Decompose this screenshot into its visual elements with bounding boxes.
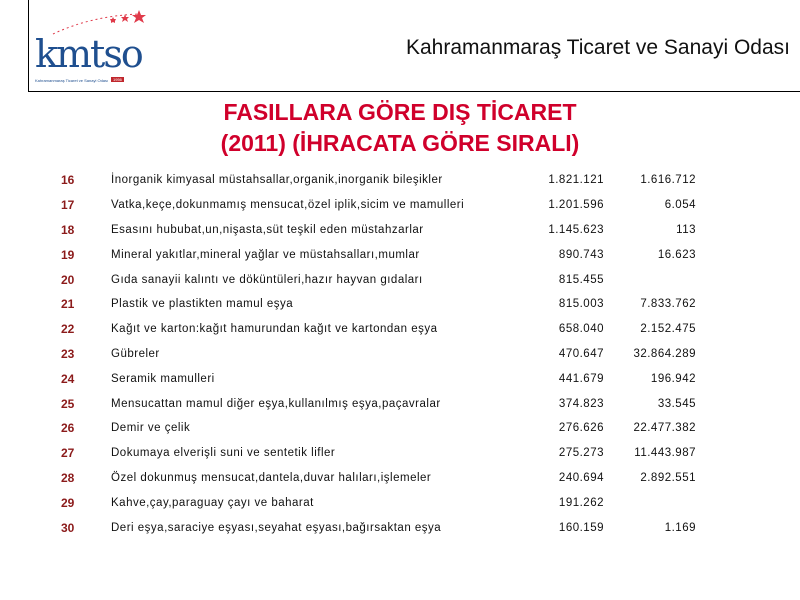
- code-cell: 27: [61, 446, 75, 461]
- export-cell: 441.679: [558, 372, 604, 385]
- page-title: [0, 97, 800, 159]
- slide-header: [28, 0, 800, 92]
- description-cell: Plastik ve plastikten mamul eşya: [111, 298, 294, 311]
- import-cell: 11.443.987: [634, 447, 696, 460]
- description-cell: Seramik mamulleri: [111, 372, 215, 385]
- export-cell: 1.821.121: [548, 174, 604, 187]
- description-cell: Esasını hububat,un,nişasta,süt teşkil eden müstahzarlar: [111, 223, 424, 236]
- code-cell: 30: [61, 520, 75, 535]
- export-cell: 191.262: [558, 496, 604, 509]
- logo-tag: 1956: [113, 77, 122, 82]
- export-cell: 815.455: [558, 273, 604, 286]
- export-cell: 275.273: [558, 447, 604, 460]
- import-cell: 196.942: [650, 372, 696, 385]
- table-row: [61, 317, 696, 342]
- table-row: [61, 292, 696, 317]
- code-cell: 16: [61, 173, 75, 188]
- organization-name: Kahramanmaraş Ticaret ve Sanayi Odası: [405, 36, 790, 59]
- export-cell: 470.647: [558, 347, 604, 360]
- description-cell: Vatka,keçe,dokunmamış mensucat,özel iplik,sicim ve mamulleri: [111, 199, 465, 212]
- export-cell: 240.694: [558, 471, 604, 484]
- table-row: [61, 242, 696, 267]
- export-cell: 276.626: [558, 422, 604, 435]
- import-cell: 16.623: [657, 248, 696, 261]
- description-cell: Mineral yakıtlar,mineral yağlar ve müstahsalları,mumlar: [111, 248, 420, 261]
- title-line-2: (2011) (İHRACATA GÖRE SIRALI): [220, 130, 580, 156]
- table-row: [61, 366, 696, 391]
- export-cell: 658.040: [558, 323, 604, 336]
- import-cell: 6.054: [664, 199, 696, 212]
- code-cell: 21: [61, 297, 75, 312]
- table-row: [61, 342, 696, 367]
- import-cell: 32.864.289: [633, 347, 696, 360]
- code-cell: 25: [61, 396, 75, 411]
- description-cell: Demir ve çelik: [111, 422, 191, 435]
- description-cell: Gıda sanayii kalıntı ve döküntüleri,hazır hayvan gıdaları: [111, 273, 423, 286]
- import-cell: 113: [676, 223, 696, 236]
- table-row: [61, 391, 696, 416]
- code-cell: 20: [61, 272, 75, 287]
- description-cell: Mensucattan mamul diğer eşya,kullanılmış eşya,paçavralar: [111, 397, 441, 410]
- code-cell: 24: [61, 371, 75, 386]
- export-cell: 374.823: [558, 397, 604, 410]
- import-cell: [604, 267, 696, 292]
- description-cell: Kağıt ve karton:kağıt hamurundan kağıt ve kartondan eşya: [111, 323, 438, 336]
- import-cell: 1.169: [664, 521, 696, 534]
- table-row: [61, 441, 696, 466]
- export-cell: 1.201.596: [548, 199, 604, 212]
- code-cell: 19: [61, 247, 75, 262]
- description-cell: Özel dokunmuş mensucat,dantela,duvar halıları,işlemeler: [111, 471, 432, 484]
- export-cell: 890.743: [558, 248, 604, 261]
- table-row: [61, 168, 696, 193]
- import-cell: 22.477.382: [633, 422, 696, 435]
- export-cell: 160.159: [558, 521, 604, 534]
- code-cell: 17: [61, 198, 75, 213]
- table-row: [61, 416, 696, 441]
- table-row: [61, 218, 696, 243]
- description-cell: Deri eşya,saraciye eşyası,seyahat eşyası,bağırsaktan eşya: [111, 521, 442, 534]
- import-cell: 1.616.712: [640, 174, 696, 187]
- trade-table: [61, 168, 696, 540]
- export-cell: 815.003: [558, 298, 604, 311]
- kmtso-logo: [31, 10, 142, 83]
- import-cell: 2.152.475: [640, 323, 696, 336]
- table-row: [61, 267, 696, 292]
- import-cell: 2.892.551: [640, 471, 696, 484]
- code-cell: 23: [61, 346, 75, 361]
- logo-wordmark: kmtso: [35, 32, 142, 76]
- code-cell: 29: [61, 495, 75, 510]
- import-cell: 7.833.762: [640, 298, 696, 311]
- description-cell: Dokumaya elverişli suni ve sentetik lifler: [111, 447, 336, 460]
- title-line-1: FASILLARA GÖRE DIŞ TİCARET: [223, 99, 577, 125]
- description-cell: İnorganik kimyasal müstahsallar,organik,inorganik bileşikler: [111, 174, 443, 187]
- code-cell: 18: [61, 222, 75, 237]
- table-row: [61, 490, 696, 515]
- table-row: [61, 193, 696, 218]
- code-cell: 22: [61, 322, 75, 337]
- table-row: [61, 515, 696, 540]
- code-cell: 28: [61, 470, 75, 485]
- import-cell: [604, 490, 696, 515]
- import-cell: 33.545: [657, 397, 696, 410]
- export-cell: 1.145.623: [548, 223, 604, 236]
- description-cell: Kahve,çay,paraguay çayı ve baharat: [111, 496, 314, 509]
- code-cell: 26: [61, 421, 75, 436]
- table-row: [61, 466, 696, 491]
- logo-subtitle: Kahramanmaraş Ticaret ve Sanayi Odası: [35, 78, 109, 83]
- description-cell: Gübreler: [111, 347, 160, 360]
